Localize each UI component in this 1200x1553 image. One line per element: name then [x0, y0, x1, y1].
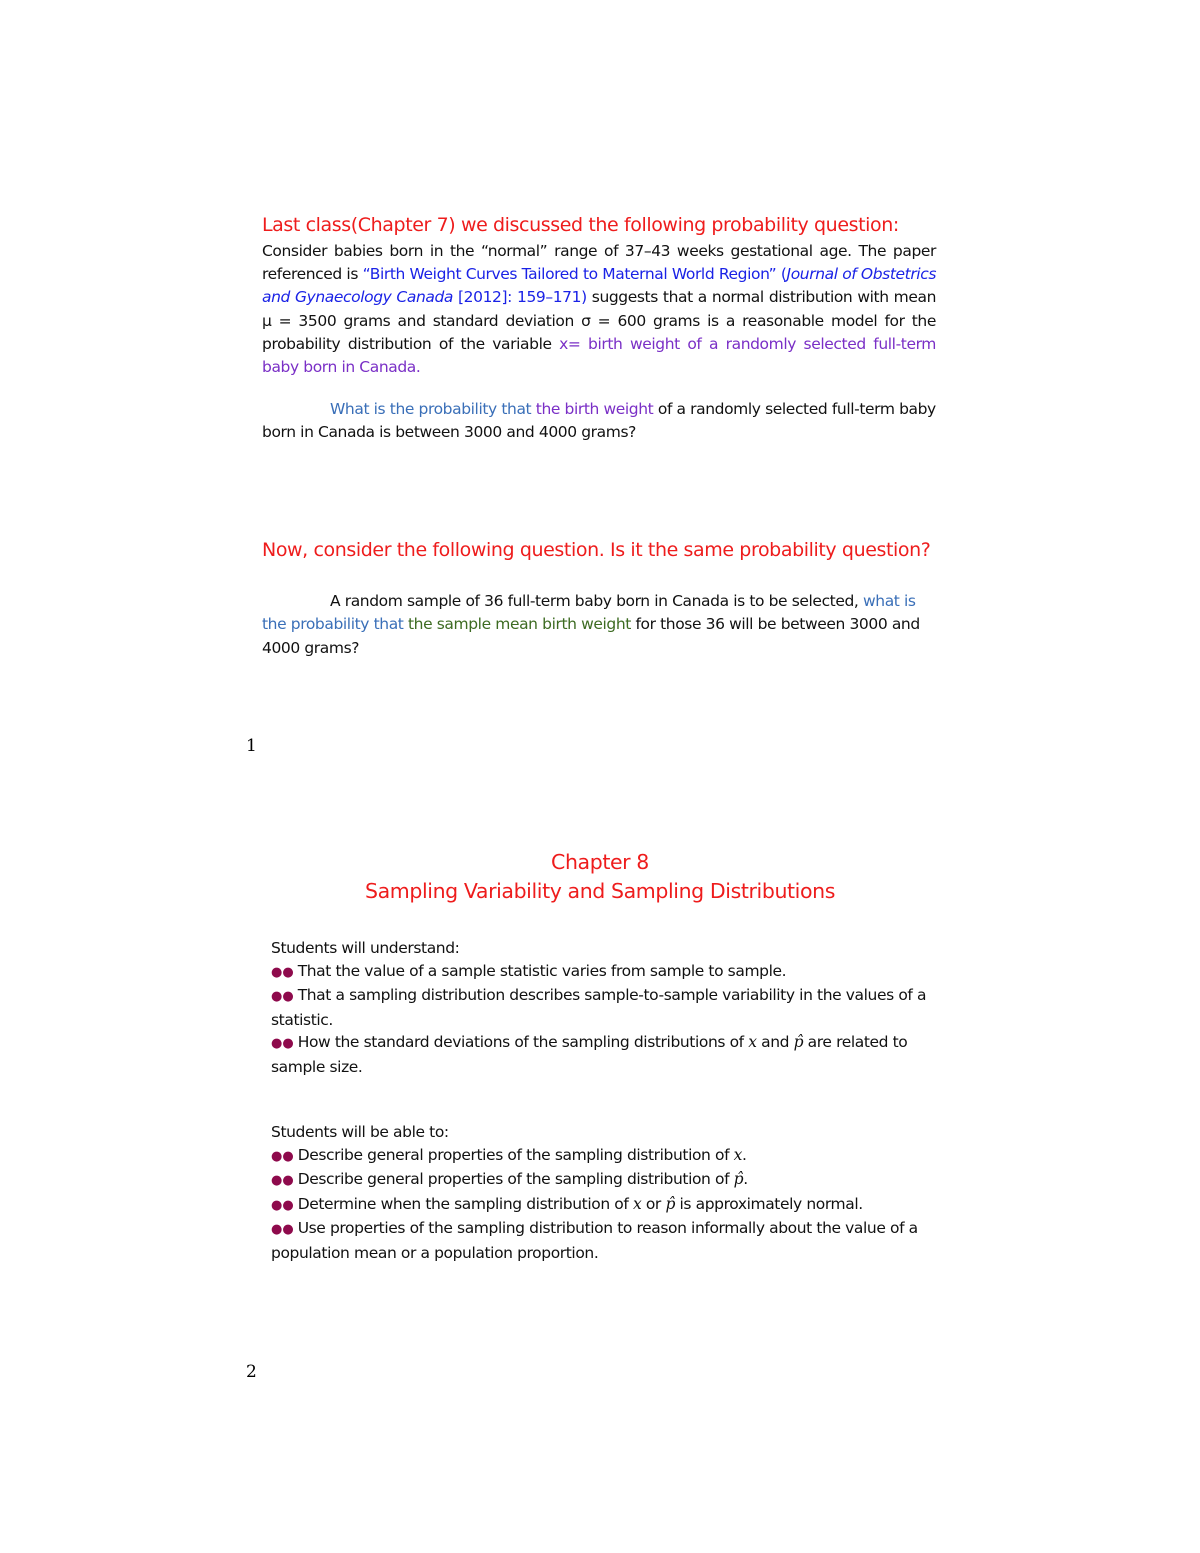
page-number-2: 2: [246, 1362, 257, 1382]
question-2: [262, 590, 936, 660]
p-hat-symbol: p̂: [733, 1170, 744, 1188]
chapter-title: [300, 848, 900, 906]
para-text-2: suggests that a normal distribution with mean μ = 3500 grams and standard deviation σ = 600 grams is a reasonable model for the probability distribution of the variable: [262, 288, 937, 353]
para-text: Consider babies born in the “normal” range of 37–43 weeks gestational age. The paper referenced is: [262, 242, 936, 284]
understand-heading: Students will understand:: [271, 939, 460, 957]
q1-subject: the birth weight: [531, 400, 654, 418]
bullet-icon: ●●: [271, 1197, 294, 1213]
journal-citation: [2012]: 159–171): [453, 288, 587, 307]
paper-title: “Birth Weight Curves Tailored to Maternal World Region”: [362, 265, 777, 284]
understand-section: [271, 937, 951, 1078]
q1-lead: What is the probability that: [330, 400, 532, 418]
p-hat-symbol: p̂: [665, 1194, 675, 1213]
x-bar-symbol: x: [632, 1194, 642, 1213]
page1-paragraph: [262, 240, 936, 379]
able-section: [271, 1121, 951, 1264]
bullet-icon: ●●: [271, 989, 294, 1004]
able-heading: Students will be able to:: [271, 1123, 449, 1141]
journal-name: Journal of Obstetrics and Gynaecology Canada: [262, 265, 936, 307]
q1-rest: of a randomly selected full-term baby born in Canada is between 3000 and 4000 grams?: [262, 400, 936, 442]
q2-rest: for those 36 will be between 3000 and 4000 grams?: [262, 615, 920, 657]
chapter-line-1: Chapter 8: [551, 850, 649, 874]
list-item: ●● How the standard deviations of the sampling distributions of x and p̂ are related to sample size.: [271, 1033, 908, 1076]
list-item: ●● Describe general properties of the sampling distribution of x.: [271, 1145, 747, 1164]
now-heading: Now, consider the following question. Is it the same probability question?: [262, 539, 931, 561]
page-number-1: 1: [246, 736, 257, 756]
question-1: [262, 398, 936, 445]
bullet-icon: ●●: [271, 1173, 294, 1188]
bullet-icon: ●●: [271, 1036, 294, 1051]
q2-start: A random sample of 36 full-term baby born in Canada is to be selected,: [330, 592, 859, 610]
x-bar-symbol: x: [748, 1033, 757, 1051]
page1-heading: Last class(Chapter 7) we discussed the following probability question:: [262, 214, 899, 236]
list-item: ●● Use properties of the sampling distribution to reason informally about the value of a population mean or a population proportion.: [271, 1219, 918, 1262]
variable-definition: x= birth weight of a randomly selected full-term baby born in Canada.: [262, 334, 936, 377]
list-item: ●● Describe general properties of the sampling distribution of p̂.: [271, 1170, 748, 1188]
x-bar-symbol: x: [733, 1145, 743, 1164]
q2-lead: what is the probability that: [262, 592, 916, 634]
list-item: ●● That a sampling distribution describes sample-to-sample variability in the values of a statistic.: [271, 986, 927, 1029]
chapter-line-2: Sampling Variability and Sampling Distributions: [365, 879, 835, 903]
journal-open: (: [776, 265, 787, 284]
q2-subject: the sample mean birth weight: [403, 615, 631, 634]
list-item: ●● That the value of a sample statistic varies from sample to sample.: [271, 961, 787, 980]
bullet-icon: ●●: [271, 1222, 294, 1237]
list-item: ●● Determine when the sampling distribution of x or p̂ is approximately normal.: [271, 1194, 863, 1213]
bullet-icon: ●●: [271, 964, 294, 980]
bullet-icon: ●●: [271, 1148, 294, 1164]
p-hat-symbol: p̂: [793, 1033, 804, 1051]
